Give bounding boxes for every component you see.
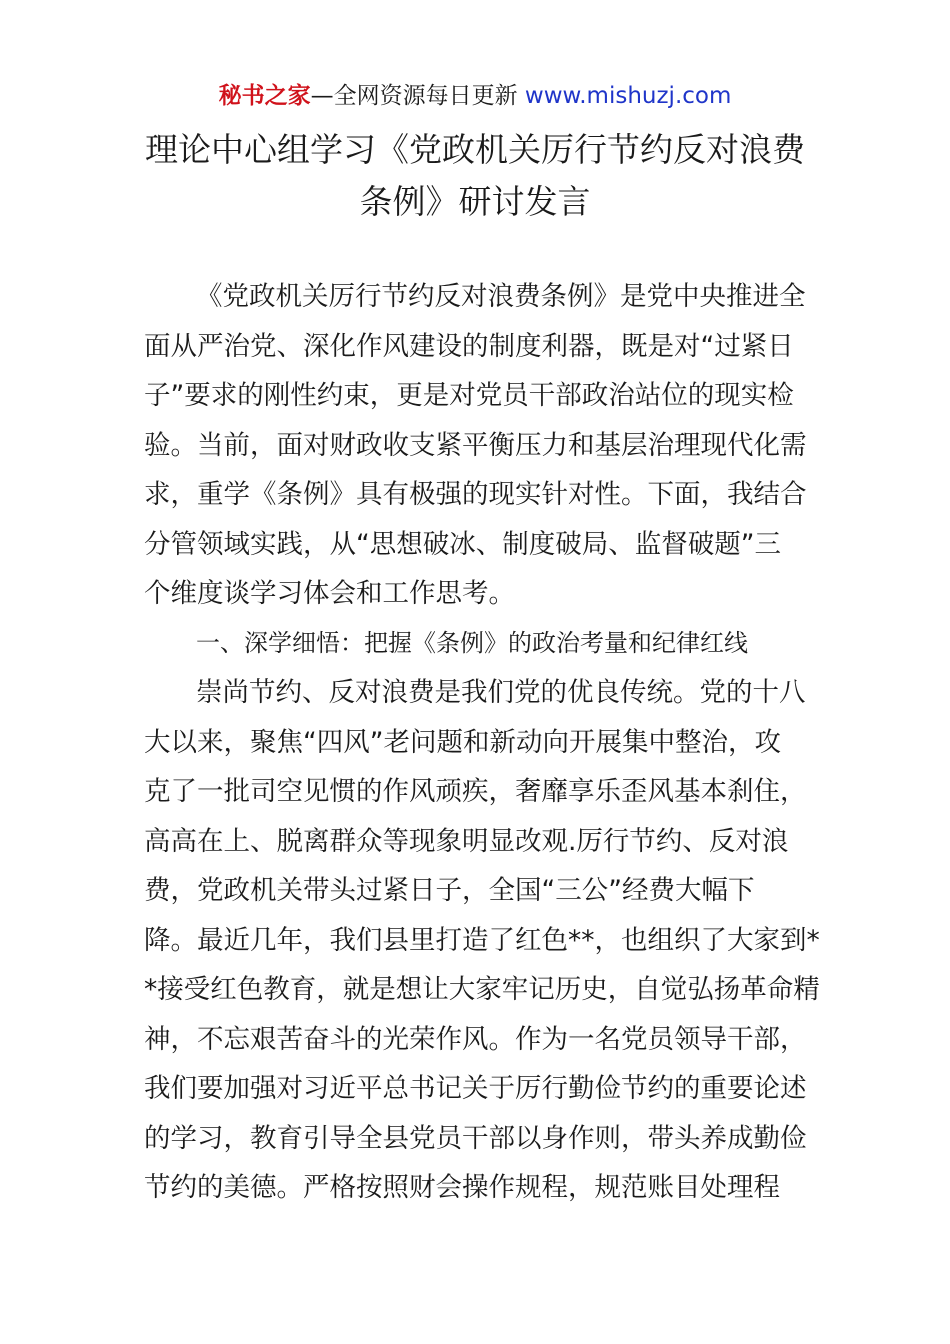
body-line: 降。最近几年，我们县里打造了红色**，也组织了大家到*	[144, 924, 820, 956]
body-line: 大以来，聚焦“四风”老问题和新动向开展集中整治，攻	[144, 726, 781, 758]
body-line: 节约的美德。严格按照财会操作规程，规范账目处理程	[144, 1172, 780, 1203]
body-line: *接受红色教育，就是想让大家牢记历史，自觉弘扬革命精	[144, 974, 820, 1005]
section-heading: 一、深学细悟：把握《条例》的政治考量和纪律红线	[196, 628, 748, 657]
title-line-1: 理论中心组学习《党政机关厉行节约反对浪费	[145, 130, 805, 169]
body-line: 《党政机关厉行节约反对浪费条例》是党中央推进全	[196, 281, 806, 312]
document-body	[144, 272, 820, 1213]
body-line: 求，重学《条例》具有极强的现实针对性。下面，我结合	[144, 479, 807, 510]
body-line: 个维度谈学习体会和工作思考。	[144, 578, 515, 609]
document-title	[100, 124, 850, 228]
site-header	[0, 80, 950, 112]
body-line: 分管领域实践，从“思想破冰、制度破局、监督破题”三	[144, 528, 781, 560]
body-line: 的学习，教育引导全县党员干部以身作则，带头养成勤俭	[144, 1122, 807, 1154]
body-line: 崇尚节约、反对浪费是我们党的优良传统。党的十八	[196, 677, 806, 708]
body-line: 费，党政机关带头过紧日子，全国“三公”经费大幅下	[144, 875, 755, 906]
body-line: 面从严治党、深化作风建设的制度利器，既是对“过紧日	[144, 330, 794, 362]
title-line-2: 条例》研讨发言	[359, 182, 591, 221]
brand-name: 秘书之家	[218, 83, 311, 109]
site-url-link[interactable]: www.mishuzj.com	[524, 83, 732, 109]
body-line: 克了一批司空见惯的作风顽疾，奢靡享乐歪风基本刹住，	[144, 776, 807, 807]
body-line: 子”要求的刚性约束，更是对党员干部政治站位的现实检	[144, 380, 794, 411]
header-tagline: —全网资源每日更新	[310, 83, 525, 109]
body-line: 高高在上、脱离群众等现象明显改观.厉行节约、反对浪	[144, 825, 789, 857]
body-line: 验。当前，面对财政收支紧平衡压力和基层治理现代化需	[144, 429, 807, 461]
body-line: 我们要加强对习近平总书记关于厉行勤俭节约的重要论述	[144, 1073, 807, 1104]
body-line: 神，不忘艰苦奋斗的光荣作风。作为一名党员领导干部，	[144, 1023, 807, 1055]
